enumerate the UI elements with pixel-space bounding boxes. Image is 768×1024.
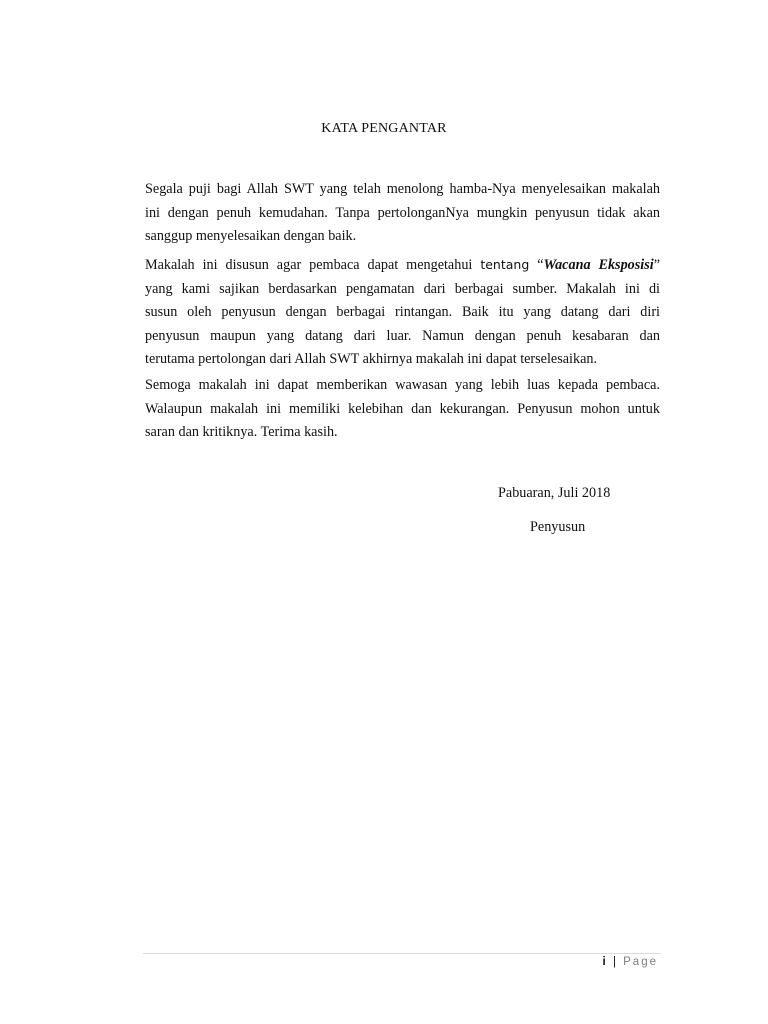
paragraph-3-line-1: Semoga makalah ini dapat memberikan wawasan yang lebih luas kepada pembaca. [145,377,660,393]
paragraph-2-line-5: terutama pertolongan dari Allah SWT akhirnya makalah ini dapat terselesaikan. [145,351,598,367]
footer-separator: | [612,956,618,968]
signer-name: Penyusun [530,519,586,535]
paragraph-2-line-2: yang kami sajikan berdasarkan pengamatan dari berbagai sumber. Makalah ini di [145,280,660,297]
paragraph-1-line-1: Segala puji bagi Allah SWT yang telah menolong hamba-Nya menyelesaikan makalah [145,181,660,197]
paragraph-3 [145,374,660,445]
place-date: Pabuaran, Juli 2018 [498,485,611,501]
paragraph-1-line-2: ini dengan penuh kemudahan. Tanpa pertolonganNya mungkin penyusun tidak akan [145,204,660,221]
paragraph-1-line-3: sanggup menyelesaikan dengan baik. [145,228,357,244]
footer-divider [143,953,661,954]
paragraph-3-line-2: Walaupun makalah ini memiliki kelebihan dan kekurangan. Penyusun mohon untuk [145,400,660,417]
paragraph-2-line-3: susun oleh penyusun dengan berbagai rintangan. Baik itu yang datang dari diri [145,304,660,320]
paragraph-2-line-1-text: Makalah ini disusun agar pembaca dapat mengetahui [145,257,473,273]
paragraph-1 [145,178,660,249]
paragraph-2 [145,253,660,372]
close-quote: ” [653,257,661,273]
paragraph-2-line-4: penyusun maupun yang datang dari luar. Namun dengan penuh kesabaran dan [145,327,660,344]
page-footer [603,956,658,968]
page-number: i [602,956,608,968]
paragraph-3-line-3: saran dan kritiknya. Terima kasih. [145,424,338,440]
open-quote: “ [537,257,544,273]
paragraph-2-line-1 [145,253,660,278]
page-title: KATA PENGANTAR [321,121,447,136]
emphasis-wacana-eksposisi: Wacana Eksposisi [543,257,654,273]
paragraph-2-word-tentang: tentang [480,257,530,272]
page-label: Page [623,956,658,968]
